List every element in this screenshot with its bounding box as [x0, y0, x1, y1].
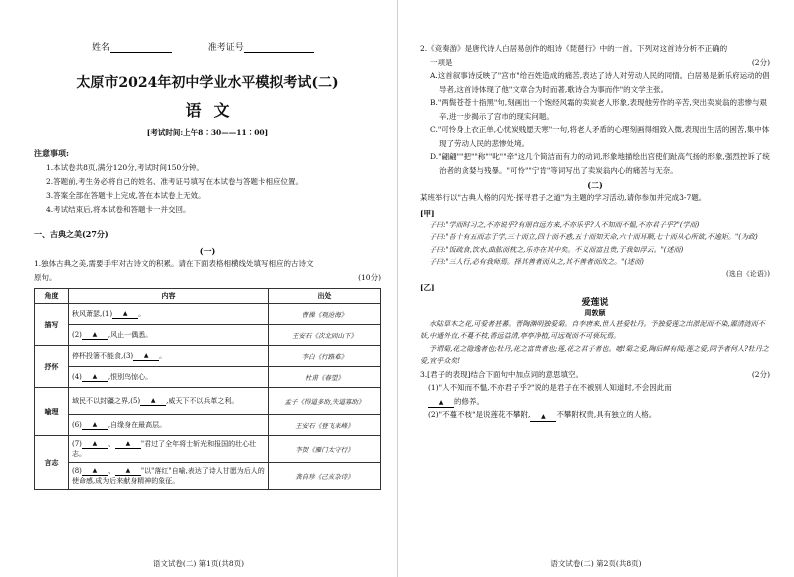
page-footer-left: 语文试卷(二) 第1页(共8页) [152, 559, 245, 568]
answer-blank[interactable]: ▲ [82, 372, 108, 382]
classic-quote: 子曰:"饭疏食,饮水,曲肱而枕之,乐亦在其中矣。不义而富且贵,于我如浮云。"(述而) [429, 245, 684, 254]
question-3-text: 3.[君子的表现]结合下面句中加点词的意思填空。 [420, 369, 584, 379]
answer-blank[interactable]: ▲ [428, 398, 454, 408]
answer-blank[interactable]: ▲ [82, 420, 108, 430]
source-cell: 龚自珍《己亥杂诗》 [269, 463, 381, 490]
answer-blank[interactable]: ▲ [112, 309, 138, 319]
exam-title: 太原市2024年初中学业水平模拟考试(二) [76, 75, 339, 91]
answer-blank[interactable]: ▲ [115, 439, 141, 449]
table-row: 抒怀 停杯投箸不能食,(3) ▲ 。 李白《行路难》 [35, 346, 381, 367]
note-item: 1.本试卷共8页,满分120分,考试时间150分钟。 [46, 163, 204, 172]
page-footer-right: 语文试卷(二) 第2页(共8页) [550, 559, 642, 568]
table-row: 喻理 域民不以封疆之界,(5) ▲ ,威天下不以兵革之利。 孟子《得道多助,失道寡助》 [35, 388, 381, 415]
table-header: 出处 [269, 289, 381, 304]
option-c[interactable]: C."可怜身上衣正单,心忧炭贱愿天寒"一句,将老人矛盾的心理刻画得细致入微,表现出生活的困苦,集中体现了劳动人民的悲惨处境。 [430, 125, 770, 148]
answer-blank[interactable]: ▲ [115, 466, 141, 476]
passage-label-jia: [甲] [420, 208, 435, 218]
ticket-field[interactable] [244, 43, 314, 53]
subject-title: 语文 [185, 101, 242, 120]
answer-blank[interactable]: ▲ [530, 412, 556, 422]
question-1-text: 1.独体古典之美,需要手牢对古诗文的积累。请在下面表格相横线处填写相应的古诗文 [34, 259, 314, 268]
classic-quote: 子曰:"学而时习之,不亦说乎?有朋自远方来,不亦乐乎?人不知而不愠,不亦君子乎?"(学而) [429, 220, 700, 229]
exam-time: [考试时间:上午8∶30——11∶00] [146, 128, 269, 137]
question-3 [420, 368, 770, 382]
question-2-score: (2分) [751, 57, 770, 67]
note-item: 4.考试结束后,将本试卷和答题卡一并交回。 [46, 205, 191, 214]
answer-blank[interactable]: ▲ [82, 330, 108, 340]
answer-blank[interactable]: ▲ [82, 466, 108, 476]
ticket-label: 准考证号 [207, 43, 244, 53]
poem-paragraph: 水陆草木之花,可爱者甚蕃。晋陶渊明独爱菊。自李唐来,世人甚爱牡丹。予独爱莲之出淤泥而不染,濯清涟而不妖,中通外直,不蔓不枝,香远益清,亭亭净植,可远观而不可亵玩焉。 [420, 319, 765, 340]
source-cell: 杜甫《春望》 [269, 367, 381, 388]
source-cell: 王安石《登飞来峰》 [269, 415, 381, 436]
option-b[interactable]: B."两鬓苍苍十指黑"句,刻画出一个饱经风霜的卖炭老人形象,表现他劳作的辛苦,突出卖炭翁的悲惨与艰辛,进一步揭示了宫市的现实问题。 [430, 98, 767, 121]
table-row: 言志 (7) ▲ 、 ▲ "君过了全年将士斩光和报国的壮心壮志。 李贺《雁门太守行》 [35, 436, 381, 463]
passage-source: (选自《论语》) [726, 269, 770, 278]
question-2 [420, 42, 770, 69]
table-row: (6) ▲ ,自缘身在最高层。 王安石《登飞来峰》 [35, 415, 381, 436]
candidate-info-row [92, 40, 381, 54]
table-row: (4) ▲ ,恨别鸟惊心。 杜甫《春望》 [35, 367, 381, 388]
table-row: (8) ▲ 、 ▲ "以"落红"自喻,表达了诗人甘愿为后人的使命感,成为后来献身精神的象征。 龚自珍《己亥杂诗》 [35, 463, 381, 490]
question-1-text-cont: 原句。 [34, 273, 57, 282]
source-cell: 李白《行路难》 [269, 346, 381, 367]
table-header: 内容 [69, 289, 269, 304]
category-cell: 言志 [35, 436, 69, 490]
poem-author: 周敦颐 [584, 307, 606, 317]
name-label: 姓名 [92, 43, 111, 53]
category-cell: 喻理 [35, 388, 69, 436]
answer-blank[interactable]: ▲ [140, 396, 166, 406]
option-d[interactable]: D."翩翩""把""称""叱""牵"这几个简洁而有力的动词,形象地描绘出宫使们趾高气扬的形象,强烈控诉了统治者的贪婪与残暴。"可怜""宁肯"等词写出了卖炭翁内心的痛苦与无奈。 [430, 152, 770, 175]
table-row: (2) ▲ ,风止一偶悉。 王安石《次北固山下》 [35, 325, 381, 346]
poetry-table [34, 288, 381, 490]
question-1-score: (10分) [358, 273, 381, 282]
poem-title: 爱莲说 [581, 297, 609, 308]
table-row: 描写 秋风萧瑟,(1) ▲ 。 曹操《观沧海》 [35, 304, 381, 325]
table-header: 角度 [35, 289, 69, 304]
activity-intro: 某班举行以"古典人格的闪光·探寻君子之道"为主题的学习活动,请你参加并完成3-7题。 [420, 193, 707, 202]
question-2-text: 2.《竞奏游》是唐代诗人白居易创作的组诗《琵琶行》中的一首。下列对这首诗分析不正确的 [420, 44, 728, 53]
question-1 [34, 257, 381, 285]
note-item: 2.答题前,考生务必将自己的姓名、准考证号填写在本试卷与答题卡相应位置。 [46, 177, 304, 186]
note-item: 3.答案全部在答题卡上完成,答在本试卷上无效。 [46, 191, 206, 200]
section-heading: 一、古典之美(27分) [34, 229, 109, 239]
classic-quote: 子曰:"吾十有五而志于学,三十而立,四十而不惑,五十而知天命,六十而耳顺,七十而从心所欲,不逾矩。"(为政) [429, 233, 758, 241]
question-3-part-2: (2)"不蔓不枝"是说莲花不攀附, ▲ 不攀附权贵,具有独立的人格。 [428, 410, 657, 420]
answer-blank[interactable]: ▲ [82, 439, 108, 449]
source-cell: 李贺《雁门太守行》 [269, 436, 381, 463]
part-heading: (一) [199, 246, 216, 256]
category-cell: 抒怀 [35, 346, 69, 388]
part-heading: (二) [587, 180, 603, 190]
poem-paragraph: 予谓菊,花之隐逸者也;牡丹,花之富贵者也;莲,花之君子者也。噫!菊之爱,陶后鲜有闻;莲之爱,同予者何人?牡丹之爱,宜乎众矣! [420, 344, 769, 365]
answer-blank[interactable]: ▲ [133, 351, 159, 361]
source-cell: 王安石《次北固山下》 [269, 325, 381, 346]
passage-label-yi: [乙] [420, 282, 435, 292]
classic-quote: 子曰:"三人行,必有我师焉。择其善者而从之,其不善者而改之。"(述而) [429, 258, 644, 266]
source-cell: 孟子《得道多助,失道寡助》 [269, 388, 381, 415]
question-2-text-cont: 一项是 [430, 57, 453, 67]
notes-heading: 注意事项: [34, 148, 69, 158]
category-cell: 描写 [35, 304, 69, 346]
question-3-score: (2分) [751, 369, 770, 379]
page-right [397, 0, 794, 577]
name-field[interactable] [110, 43, 172, 53]
question-3-part-1: (1)"人不知而不愠,不亦君子乎?"说的是君子在不被别人知道时,不会因此而 ▲ 的修养。 [428, 383, 672, 406]
source-cell: 曹操《观沧海》 [269, 304, 381, 325]
option-a[interactable]: A.这首叙事诗反映了"宫市"给百姓造成的痛苦,表达了诗人对劳动人民的同情。白居易是新乐府运动的倡导者,这首诗体现了他"文章合为时而著,歌诗合为事而作"的文学主张。 [430, 71, 770, 94]
